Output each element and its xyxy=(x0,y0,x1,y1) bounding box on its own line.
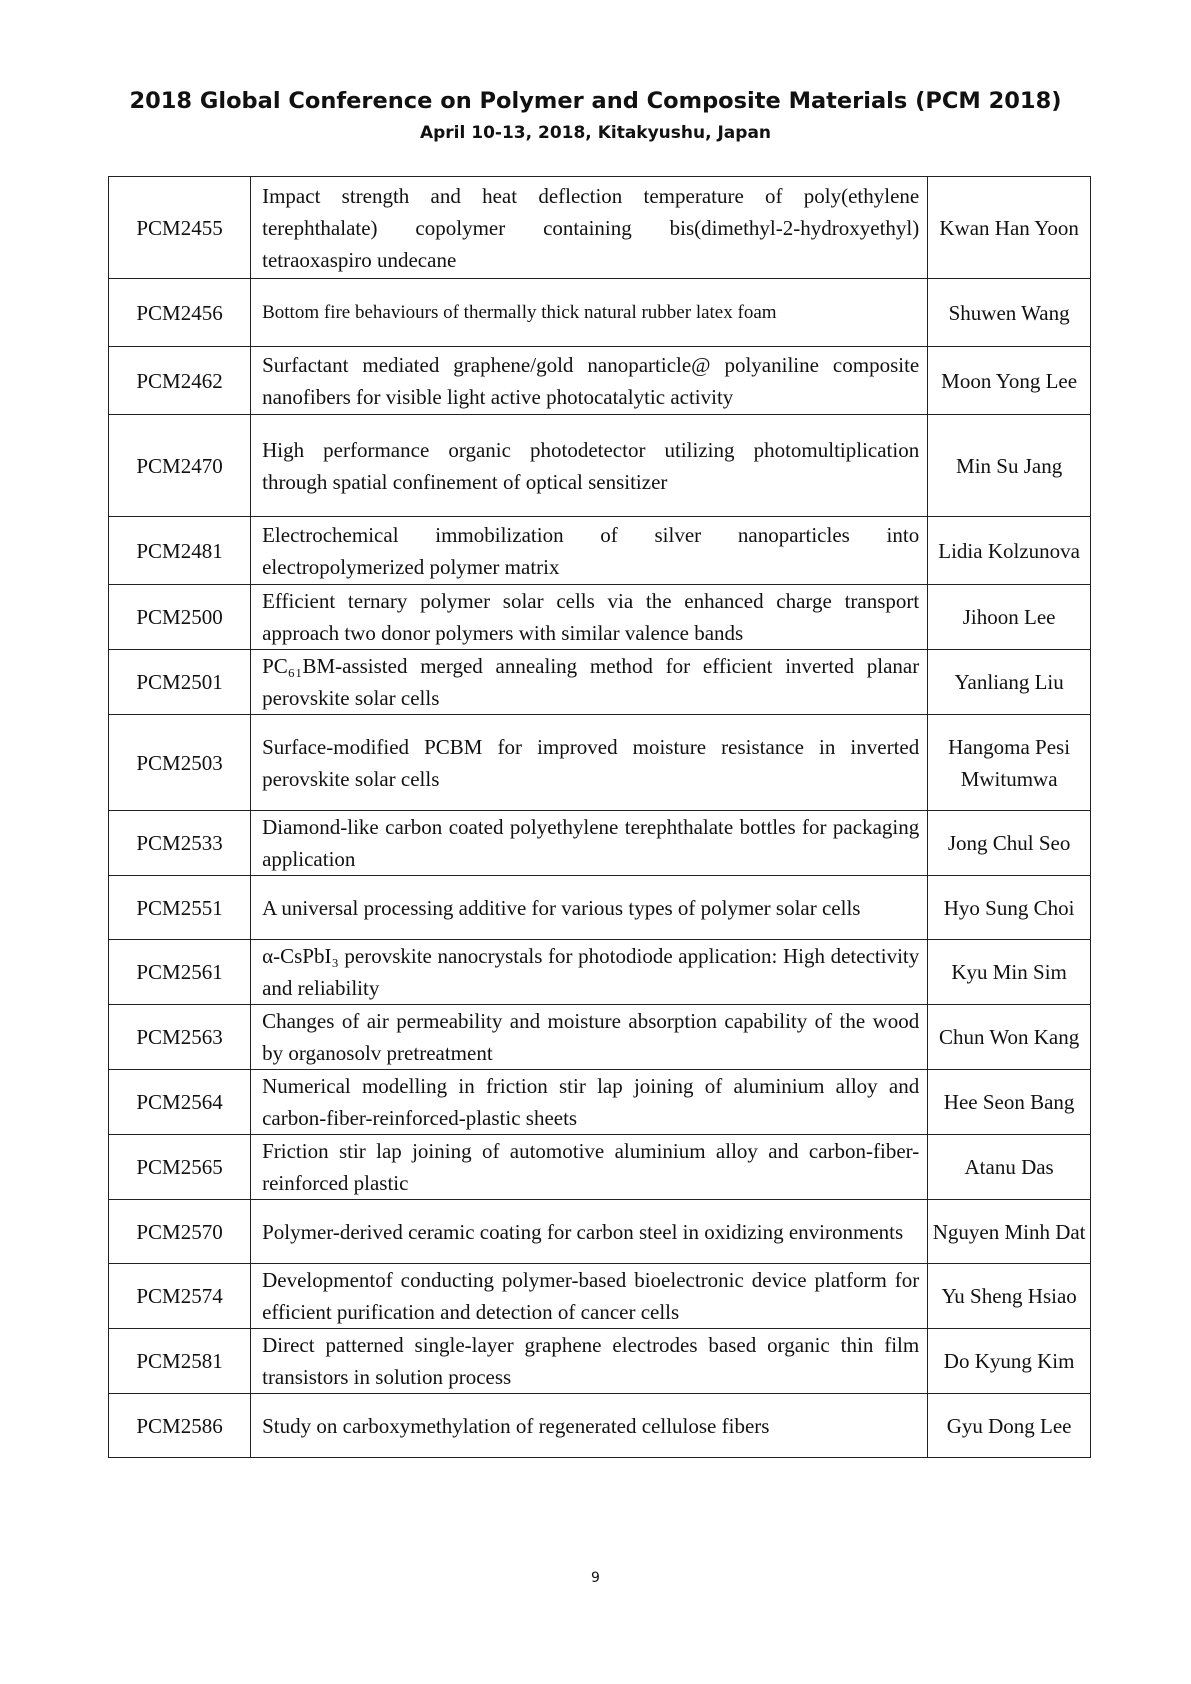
paper-title: High performance organic photodetector utilizing photomultiplication through spatial confinement of optical sensitizer xyxy=(251,415,928,517)
table-row xyxy=(109,585,1091,650)
page-header xyxy=(0,84,1191,148)
paper-id: PCM2563 xyxy=(109,1005,251,1070)
paper-title: Surface-modified PCBM for improved moisture resistance in inverted perovskite solar cells xyxy=(251,715,928,811)
table-row xyxy=(109,650,1091,715)
paper-id: PCM2456 xyxy=(109,279,251,347)
paper-author: Kyu Min Sim xyxy=(928,940,1091,1005)
paper-title: Efficient ternary polymer solar cells via the enhanced charge transport approach two donor polymers with similar valence bands xyxy=(251,585,928,650)
paper-id: PCM2565 xyxy=(109,1135,251,1200)
paper-title: Changes of air permeability and moisture absorption capability of the wood by organosolv pretreatment xyxy=(251,1005,928,1070)
table-row xyxy=(109,177,1091,279)
paper-title: Numerical modelling in friction stir lap joining of aluminium alloy and carbon-fiber-reinforced-plastic sheets xyxy=(251,1070,928,1135)
paper-id: PCM2470 xyxy=(109,415,251,517)
paper-title: PC₆₁BM-assisted merged annealing method for efficient inverted planar perovskite solar cells xyxy=(251,650,928,715)
paper-author: Min Su Jang xyxy=(928,415,1091,517)
paper-author: Kwan Han Yoon xyxy=(928,177,1091,279)
paper-id: PCM2455 xyxy=(109,177,251,279)
table-row xyxy=(109,1135,1091,1200)
paper-author: Yanliang Liu xyxy=(928,650,1091,715)
paper-title: Developmentof conducting polymer-based bioelectronic device platform for efficient purification and detection of cancer cells xyxy=(251,1264,928,1329)
paper-title: α-CsPbI₃ perovskite nanocrystals for photodiode application: High detectivity and reliability xyxy=(251,940,928,1005)
table-row xyxy=(109,811,1091,876)
paper-title: Impact strength and heat deflection temperature of poly(ethylene terephthalate) copolymer containing bis(dimethyl-2-hydroxyethyl) tetraoxaspiro undecane xyxy=(251,177,928,279)
paper-author: Lidia Kolzunova xyxy=(928,517,1091,585)
paper-title: Polymer-derived ceramic coating for carbon steel in oxidizing environments xyxy=(251,1200,928,1264)
conference-title: 2018 Global Conference on Polymer and Composite Materials (PCM 2018) xyxy=(129,88,1062,114)
page-number: 9 xyxy=(591,1570,600,1586)
table-row xyxy=(109,517,1091,585)
paper-author: Nguyen Minh Dat xyxy=(928,1200,1091,1264)
paper-title: Friction stir lap joining of automotive aluminium alloy and carbon-fiber-reinforced plastic xyxy=(251,1135,928,1200)
table-row xyxy=(109,347,1091,415)
paper-author: Hee Seon Bang xyxy=(928,1070,1091,1135)
table-row xyxy=(109,940,1091,1005)
paper-author: Moon Yong Lee xyxy=(928,347,1091,415)
paper-author: Do Kyung Kim xyxy=(928,1329,1091,1394)
paper-title: Electrochemical immobilization of silver nanoparticles into electropolymerized polymer matrix xyxy=(251,517,928,585)
paper-id: PCM2533 xyxy=(109,811,251,876)
table-row xyxy=(109,1264,1091,1329)
paper-author: Hangoma Pesi Mwitumwa xyxy=(928,715,1091,811)
paper-author: Chun Won Kang xyxy=(928,1005,1091,1070)
table-row xyxy=(109,1070,1091,1135)
paper-id: PCM2551 xyxy=(109,876,251,940)
paper-author: Jong Chul Seo xyxy=(928,811,1091,876)
paper-id: PCM2581 xyxy=(109,1329,251,1394)
table-row xyxy=(109,876,1091,940)
paper-id: PCM2564 xyxy=(109,1070,251,1135)
paper-id: PCM2500 xyxy=(109,585,251,650)
paper-id: PCM2574 xyxy=(109,1264,251,1329)
table-row xyxy=(109,1200,1091,1264)
paper-id: PCM2586 xyxy=(109,1394,251,1458)
paper-author: Gyu Dong Lee xyxy=(928,1394,1091,1458)
paper-title: Bottom fire behaviours of thermally thick natural rubber latex foam xyxy=(251,279,928,347)
paper-title: A universal processing additive for various types of polymer solar cells xyxy=(251,876,928,940)
paper-id: PCM2503 xyxy=(109,715,251,811)
paper-author: Jihoon Lee xyxy=(928,585,1091,650)
table-row xyxy=(109,715,1091,811)
paper-id: PCM2570 xyxy=(109,1200,251,1264)
table-row xyxy=(109,1394,1091,1458)
paper-author: Shuwen Wang xyxy=(928,279,1091,347)
table-row xyxy=(109,1005,1091,1070)
paper-title: Direct patterned single-layer graphene electrodes based organic thin film transistors in solution process xyxy=(251,1329,928,1394)
paper-table-body xyxy=(109,177,1091,1458)
paper-id: PCM2561 xyxy=(109,940,251,1005)
paper-id: PCM2501 xyxy=(109,650,251,715)
paper-author: Atanu Das xyxy=(928,1135,1091,1200)
paper-title: Diamond-like carbon coated polyethylene terephthalate bottles for packaging application xyxy=(251,811,928,876)
paper-id: PCM2462 xyxy=(109,347,251,415)
paper-title: Study on carboxymethylation of regenerated cellulose fibers xyxy=(251,1394,928,1458)
paper-id: PCM2481 xyxy=(109,517,251,585)
conference-dates-location: April 10-13, 2018, Kitakyushu, Japan xyxy=(419,123,772,143)
paper-author: Hyo Sung Choi xyxy=(928,876,1091,940)
table-row xyxy=(109,1329,1091,1394)
paper-table xyxy=(108,176,1091,1458)
table-row xyxy=(109,415,1091,517)
paper-title: Surfactant mediated graphene/gold nanoparticle@ polyaniline composite nanofibers for visible light active photocatalytic activity xyxy=(251,347,928,415)
paper-author: Yu Sheng Hsiao xyxy=(928,1264,1091,1329)
table-row xyxy=(109,279,1091,347)
